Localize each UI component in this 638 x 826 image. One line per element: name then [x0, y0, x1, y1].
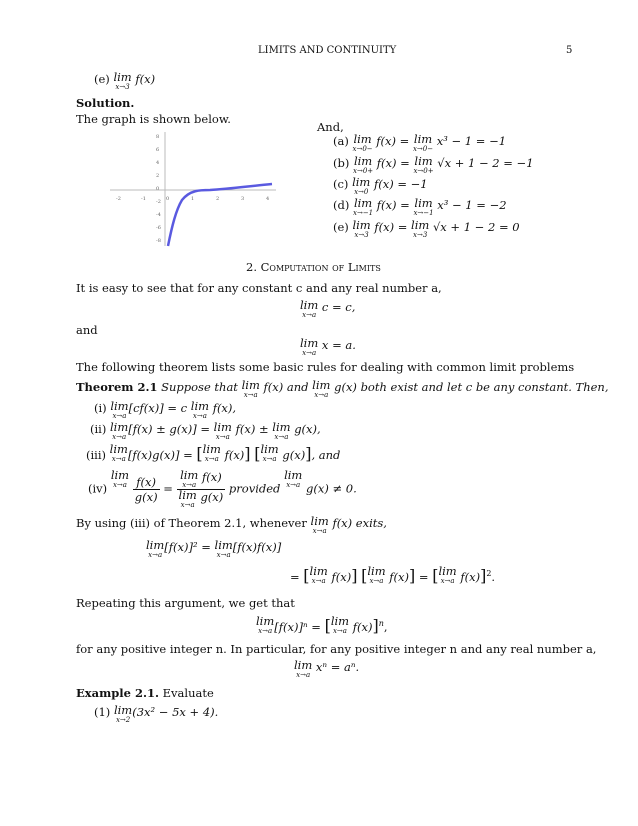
lim-sub: x→a — [274, 433, 289, 441]
equation-text: f(x) — [352, 620, 373, 634]
equation-text: f(x) — [331, 570, 352, 584]
graph-intro: The graph is shown below. — [76, 112, 231, 126]
lim-word: lim — [414, 196, 433, 210]
result-expr: √x + 1 − 2 = 0 — [432, 220, 520, 234]
lim-word: lim — [110, 420, 129, 434]
lim-sub: x→a — [215, 433, 230, 441]
right-bracket: ] — [480, 566, 487, 585]
lim-sub: x→0− — [352, 145, 373, 153]
limit-operator — [111, 470, 129, 489]
limit-operator — [413, 134, 433, 153]
rule-text: f(x), — [212, 401, 237, 415]
result-b — [333, 156, 534, 175]
positive-line: for any positive integer n. In particular, for any positive integer n and any real number a, — [76, 642, 597, 656]
lim-sub: x→3 — [115, 83, 130, 91]
limit-operator — [203, 444, 221, 463]
lim-word: lim — [256, 614, 275, 628]
lim-word: lim — [284, 468, 303, 482]
rule-text: g(x) ≠ 0. — [306, 481, 357, 496]
lim-word: lim — [260, 442, 279, 456]
lim-word: lim — [202, 442, 221, 456]
lim-sub: x→0 — [354, 188, 369, 196]
intro-line: It is easy to see that for any constant c and any real number a, — [76, 281, 442, 295]
lim-sub: x→a — [182, 481, 197, 489]
lim-word: lim — [146, 538, 165, 552]
limit-operator — [352, 177, 370, 196]
right-bracket: ] — [351, 566, 358, 585]
rule-text: g(x) — [282, 448, 306, 462]
lim-sub: x→0− — [412, 145, 434, 153]
fraction-of-limits — [177, 470, 226, 509]
exponent: n — [378, 619, 384, 629]
lim-sub: x→a — [311, 577, 326, 585]
limit-operator — [110, 422, 128, 441]
rule-label: (ii) — [90, 422, 107, 436]
limit-operator — [353, 134, 373, 153]
function-curve — [168, 184, 272, 246]
rule-iv: (iv) lim x→a $\frac{f(x)}{g(x)}$ = lim x→a f(x) lim x→a g(x) provided lim x→a g(x) ≠ 0. — [88, 468, 357, 509]
lim-word: lim — [272, 420, 291, 434]
left-bracket: [ — [324, 616, 331, 635]
lim-word: lim — [294, 658, 313, 672]
y-tick-label: -2 — [156, 199, 161, 205]
lim-sub: x→a — [296, 671, 311, 679]
exponent: 2 — [486, 569, 492, 579]
lim-word: lim — [113, 703, 133, 717]
equation-text: [f(x)]ⁿ = — [274, 620, 321, 634]
lim-sub: x→a — [180, 501, 195, 509]
lim-word: lim — [353, 154, 373, 168]
result-expr: x³ − 1 = −2 — [437, 198, 507, 212]
equation-text: f(x) — [460, 570, 481, 584]
square-limit-equation — [146, 540, 281, 559]
lim-sub: x→0+ — [353, 167, 374, 175]
lim-word: lim — [180, 468, 199, 482]
result-expr: f(x) = −1 — [374, 177, 428, 191]
right-bracket: ] — [305, 444, 312, 463]
running-title: LIMITS AND CONTINUITY — [258, 45, 397, 56]
limit-operator — [331, 616, 349, 635]
lim-sub: x→a — [440, 577, 455, 585]
limit-operator — [353, 156, 373, 175]
left-bracket: [ — [432, 566, 439, 585]
limit-operator — [352, 220, 370, 239]
limit-operator — [310, 566, 328, 585]
lim-sub: x→a — [262, 455, 277, 463]
result-label: (b) — [333, 156, 350, 170]
numerator — [177, 470, 226, 490]
theorem-text: Suppose that — [161, 380, 238, 394]
right-bracket: ] — [408, 566, 416, 585]
limit-operator — [300, 300, 318, 319]
lim-word: lim — [352, 175, 371, 189]
x-tick-label: -1 — [141, 196, 146, 202]
limit-operator — [284, 470, 302, 489]
lim-sub: x→a — [314, 391, 329, 399]
limit-operator — [353, 198, 373, 217]
example-item-1 — [94, 705, 218, 724]
denominator: g(x) — [134, 490, 158, 504]
denominator-text: g(x) — [200, 490, 224, 504]
lim-sub: x→a — [312, 527, 327, 535]
rule-text: f(x) ± — [235, 422, 269, 436]
result-label: (c) — [333, 177, 349, 191]
following-line: The following theorem lists some basic rules for dealing with common limit problems — [76, 360, 575, 374]
result-label: (a) — [333, 134, 349, 148]
lim-word: lim — [367, 564, 386, 578]
lim-word: lim — [310, 514, 329, 528]
rule-label: (iv) — [88, 481, 108, 496]
x-tick-label: 2 — [216, 196, 220, 202]
rule-text: g(x), — [294, 422, 321, 436]
limit-operator — [272, 422, 290, 441]
rule-text: , and — [311, 448, 341, 462]
limit-operator — [110, 401, 128, 420]
rule-i — [94, 401, 236, 420]
lim-sub: x→a — [216, 551, 231, 559]
lim-word: lim — [213, 420, 232, 434]
numerator: f(x) — [133, 475, 160, 490]
limit-operator — [114, 705, 132, 724]
right-bracket: ] — [244, 444, 251, 463]
lim-word: lim — [330, 614, 350, 628]
right-bracket: ] — [372, 616, 379, 635]
lim-word: lim — [411, 218, 430, 232]
lim-word: lim — [113, 70, 132, 84]
and-word: and — [76, 323, 98, 337]
xn-equation — [294, 660, 359, 679]
power-limit-equation: lim x→a [f(x)]ⁿ = [lim x→a f(x)]$^n$, — [256, 614, 388, 635]
limit-operator — [438, 566, 456, 585]
lim-word: lim — [414, 154, 433, 168]
result-expr: x³ − 1 = −1 — [436, 134, 507, 148]
limit-operator — [294, 660, 312, 679]
lim-word: lim — [109, 442, 128, 456]
lim-sub: x→a — [112, 412, 127, 420]
lim-word: lim — [309, 564, 328, 578]
lim-sub: x→a — [332, 627, 347, 635]
paragraph-text: By using (iii) of Theorem 2.1, whenever — [76, 516, 307, 530]
result-d — [333, 198, 507, 217]
section-title: 2. Computation of Limits — [246, 260, 381, 274]
limit-operator — [146, 540, 164, 559]
y-tick-label: -4 — [156, 212, 161, 218]
rule-text: [f(x)g(x)] = — [127, 448, 193, 462]
theorem-text: f(x) and — [263, 380, 309, 394]
lim-word: lim — [241, 378, 260, 392]
lim-sub: x→a — [369, 577, 384, 585]
y-tick-label: -8 — [156, 238, 161, 244]
example-item-label: (1) — [94, 705, 111, 719]
y-tick-label: 0 — [156, 186, 160, 192]
equation-text: c = c, — [321, 300, 356, 314]
equation-limit-constant — [300, 300, 355, 319]
rule-ii — [90, 422, 321, 441]
lim-word: lim — [312, 378, 331, 392]
y-tick-label: 2 — [156, 173, 160, 179]
equation-text: f(x) — [389, 570, 409, 584]
lim-sub: x→−1 — [413, 209, 434, 217]
x-tick-label: 4 — [266, 196, 270, 202]
result-a — [333, 134, 506, 153]
lim-sub: x→a — [111, 455, 126, 463]
limit-operator — [367, 566, 385, 585]
lim-sub: x→a — [192, 412, 207, 420]
lim-sub: x→2 — [115, 716, 131, 724]
limit-operator — [413, 198, 433, 217]
limit-operator — [179, 490, 197, 509]
result-expr: f(x) = — [376, 134, 410, 148]
limit-operator — [215, 540, 233, 559]
repeat-line: Repeating this argument, we get that — [76, 596, 295, 610]
limit-operator — [260, 444, 278, 463]
numerator-text: f(x) — [201, 470, 222, 484]
equation-text: x = a. — [321, 338, 356, 352]
lim-sub: x→a — [258, 627, 273, 635]
lim-word: lim — [300, 298, 319, 312]
theorem-line — [76, 380, 609, 399]
x-tick-label: 3 — [241, 196, 245, 202]
page-number: 5 — [566, 45, 573, 56]
lim-word: lim — [110, 468, 130, 482]
using-line — [76, 516, 387, 535]
lim-word: lim — [413, 132, 433, 146]
example-text: Evaluate — [162, 686, 214, 700]
fraction — [133, 475, 160, 504]
limit-operator — [300, 338, 318, 357]
lim-word: lim — [190, 399, 210, 413]
equation-text: xⁿ = aⁿ. — [315, 660, 360, 674]
lim-sub: x→a — [286, 481, 301, 489]
x-tick-label: 1 — [191, 196, 195, 202]
limit-operator — [191, 401, 209, 420]
function-graph — [110, 128, 280, 248]
x-tick-label: -2 — [116, 196, 121, 202]
lim-sub: x→3 — [354, 231, 369, 239]
paragraph-text: f(x) exits, — [332, 516, 387, 530]
theorem-label: Theorem 2.1 — [76, 380, 158, 394]
lim-sub: x→a — [112, 433, 127, 441]
result-e — [333, 220, 520, 239]
limit-operator — [180, 470, 198, 489]
lim-sub: x→a — [148, 551, 163, 559]
lim-sub: x→3 — [413, 231, 428, 239]
example-expr: (3x² − 5x + 4). — [132, 705, 219, 719]
theorem-text: g(x) both exist and let c be any constant. Then, — [334, 380, 609, 394]
rule-text: provided — [228, 481, 281, 496]
limit-operator — [312, 380, 330, 399]
lim-sub: x→a — [112, 481, 127, 489]
result-expr: √x + 1 − 2 = −1 — [437, 156, 534, 170]
rule-text: f(x) — [224, 448, 245, 462]
result-label: (e) — [333, 220, 349, 234]
limit-operator — [311, 516, 329, 535]
rule-label: (iii) — [86, 448, 107, 462]
lim-sub: x→−1 — [353, 209, 374, 217]
result-label: (d) — [333, 198, 350, 212]
limit-operator — [256, 616, 274, 635]
square-limit-equation-2: = [lim x→a f(x)] [lim x→a f(x)] = [lim x→a f(x)]$^2$. — [290, 564, 496, 585]
lim-sub: x→a — [243, 391, 258, 399]
limit-operator — [110, 444, 128, 463]
limit-operator — [411, 220, 429, 239]
result-expr: f(x) = — [376, 156, 410, 170]
result-expr: f(x) = — [374, 220, 408, 234]
lim-word: lim — [438, 564, 457, 578]
part-e-expr: f(x) — [135, 72, 156, 86]
lim-word: lim — [352, 218, 371, 232]
limit-operator — [214, 422, 232, 441]
rule-text: [f(x) ± g(x)] = — [128, 422, 211, 436]
rule-label: (i) — [94, 401, 107, 415]
limit-operator — [113, 72, 131, 91]
lim-sub: x→a — [204, 455, 219, 463]
rule-iii — [86, 444, 340, 463]
result-expr: f(x) = — [376, 198, 410, 212]
and-label: And, — [317, 120, 344, 134]
lim-sub: x→a — [302, 311, 317, 319]
left-bracket: [ — [254, 444, 261, 463]
lim-sub: x→a — [302, 349, 317, 357]
lim-word: lim — [178, 488, 197, 502]
y-tick-label: -6 — [156, 225, 161, 231]
left-bracket: [ — [196, 444, 203, 463]
lim-sub: x→0+ — [413, 167, 434, 175]
left-bracket: [ — [361, 566, 368, 585]
lim-word: lim — [353, 196, 373, 210]
example-label: Example 2.1. — [76, 686, 159, 700]
example-line — [76, 686, 214, 700]
part-e-label: (e) — [94, 72, 110, 86]
equation-text: [f(x)]² = — [164, 540, 211, 554]
left-bracket: [ — [303, 566, 310, 585]
limit-operator — [242, 380, 260, 399]
rule-text: [cf(x)] = c — [128, 401, 188, 415]
y-tick-label: 8 — [156, 134, 160, 140]
result-c — [333, 177, 428, 196]
limit-operator — [413, 156, 433, 175]
equation-limit-x — [300, 338, 356, 357]
lim-word: lim — [214, 538, 233, 552]
x-tick-label: 0 — [166, 196, 170, 202]
y-tick-label: 6 — [156, 147, 160, 153]
solution-label: Solution. — [76, 96, 135, 110]
equation-text: [f(x)f(x)] — [232, 540, 282, 554]
lim-word: lim — [300, 336, 319, 350]
part-e-line — [94, 72, 155, 91]
denominator — [177, 490, 226, 509]
y-tick-label: 4 — [156, 160, 160, 166]
lim-word: lim — [110, 399, 129, 413]
lim-word: lim — [353, 132, 372, 146]
